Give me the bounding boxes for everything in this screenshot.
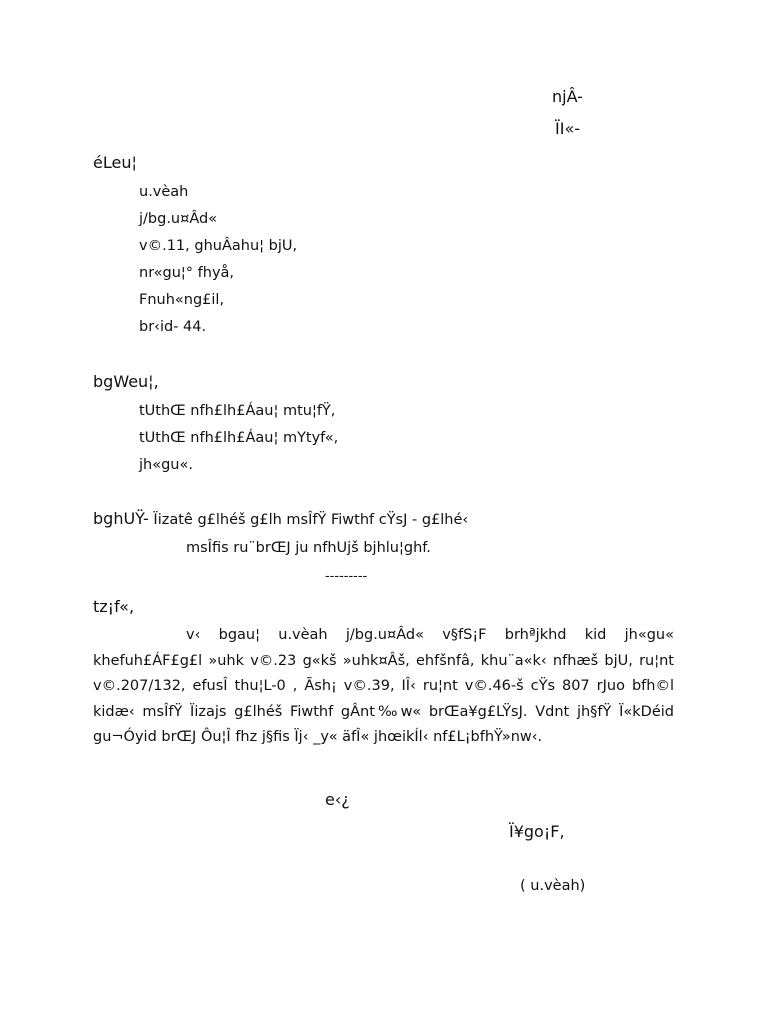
thanks-line: e‹¿ bbox=[325, 790, 350, 809]
body-paragraph bbox=[93, 623, 674, 751]
sender-address-line: u.vèah bbox=[139, 184, 189, 200]
salutation: tz¡f«, bbox=[93, 597, 135, 616]
date-line-1: njÂ- bbox=[552, 87, 583, 106]
recipient-address-line: tUthŒ nfh£lh£Áau¦ mtu¦fŸ, bbox=[139, 403, 336, 419]
separator: --------- bbox=[325, 569, 368, 584]
recipient-heading: bgWeu¦, bbox=[93, 372, 159, 391]
sender-heading: éLeu¦ bbox=[93, 153, 137, 172]
subject-label: bghUŸ- bbox=[93, 509, 149, 528]
recipient-address-line: tUthŒ nfh£lh£Áau¦ mYtyf«, bbox=[139, 430, 339, 446]
recipient-address-line: jh«gu«. bbox=[139, 457, 193, 473]
sender-address-line: j/bg.u¤Âd« bbox=[139, 211, 218, 227]
subject-line bbox=[93, 509, 468, 528]
sender-address-line: br‹id- 44. bbox=[139, 319, 207, 335]
body-text: v‹ bgau¦ u.vèah j/bg.u¤Âd« v§fS¡F brhªjkhd kid jh«gu« khefuh£ÁF£g£l »uhk v©.23 g«kš »uhk¤Âš, ehfšnfâ, khu¨a«k‹ nfhæš bjU, ru¦nt v©.207/132, efusÎ thu¦L-0 , Ãsh¡ v©.39, IÎ‹ ru¦nt v©.46-š cŸs 807 rJuo bfh©l kidæ‹ msÎfŸ Ïizajs g£lhéš Fiwthf gÂnt‰w« brŒa¥g£LŸsJ. Vdnt jh§fŸ Ï«kDéid gu¬Óyid brŒJ Ôu¦Î fhz j§fis Ïj‹ _y« äfÎ« jhœikÍl‹ nf£L¡bfhŸ»nw‹. bbox=[93, 627, 674, 746]
signature-name: ( u.vèah) bbox=[520, 878, 586, 894]
sender-address-line: v©.11, ghuÂahu¦ bjU, bbox=[139, 238, 298, 254]
sender-address-line: nr«gu¦° fhyå, bbox=[139, 265, 235, 281]
date-line-2: ÏI«- bbox=[555, 119, 580, 138]
subject-text-1: Ïizatê g£lhéš g£lh msÎfŸ Fiwthf cŸsJ - g£lhé‹ bbox=[148, 512, 469, 528]
subject-text-2: msÎfis ru¨brŒJ ju nfhUjš bjhlu¦ghf. bbox=[186, 540, 431, 556]
closing-line: Ï¥go¡F, bbox=[509, 822, 565, 841]
sender-address-line: Fnuh«ng£il, bbox=[139, 292, 225, 308]
